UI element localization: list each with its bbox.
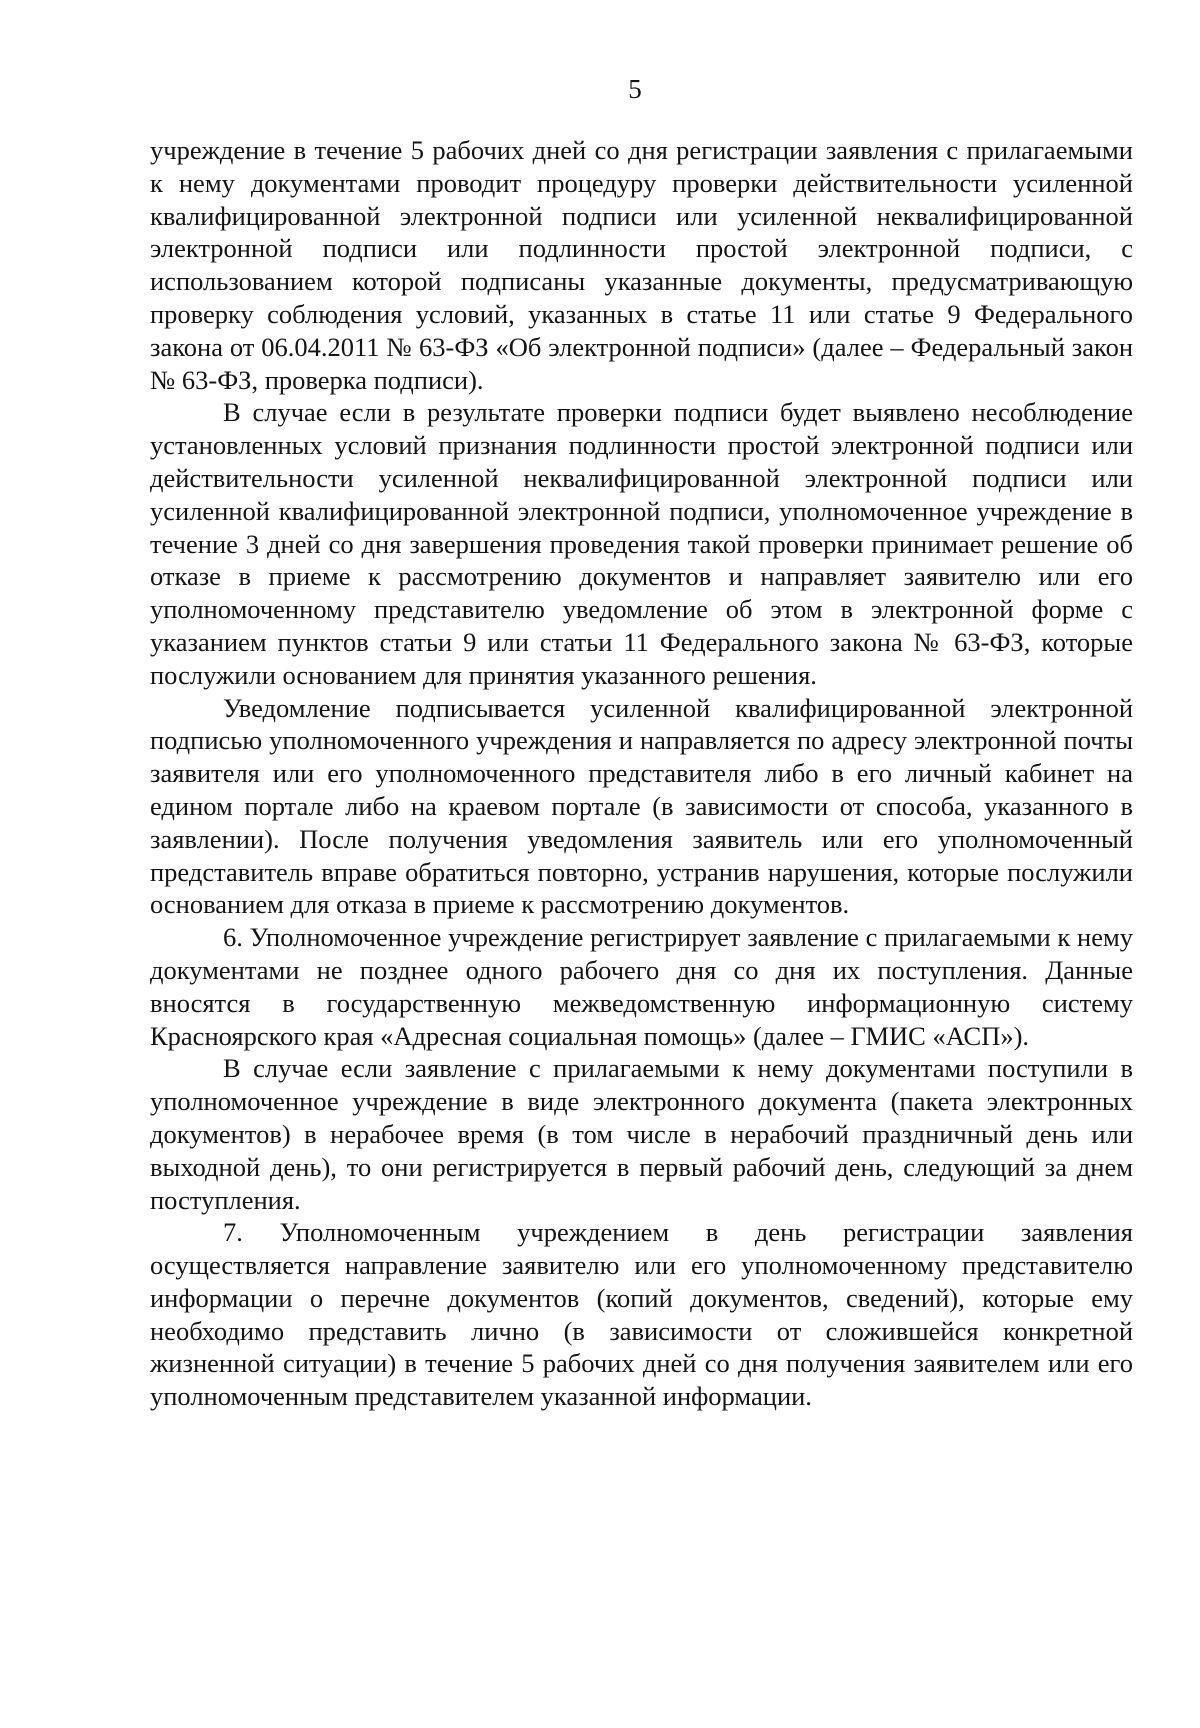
paragraph-notification: Уведомление подписывается усиленной квалифицированной электронной подписью уполномоченного учреждения и направляется по адресу электронной почты заявителя или его уполномоченного представителя либо в его личный кабинет на едином портале либо на краевом портале (в зависимости от способа, указанного в заявлении). После получения уведомления заявитель или его уполномоченный представитель вправе обратиться повторно, устранив нарушения, которые послужили основанием для отказа в приеме к рассмотрению документов. — [150, 692, 1133, 920]
paragraph-continuation: учреждение в течение 5 рабочих дней со дня регистрации заявления с прилагаемыми к нему документами проводит процедуру проверки действительности усиленной квалифицированной электронной подписи или усиленной неквалифицированной электронной подписи или подлинности простой электронной подписи, с использованием которой подписаны указанные документы, предусматривающую проверку соблюдения условий, указанных в статье 11 или статье 9 Федерального закона от 06.04.2011 № 63-ФЗ «Об электронной подписи» (далее – Федеральный закон № 63-ФЗ, проверка подписи). — [150, 135, 1133, 395]
page-number: 5 — [628, 74, 642, 104]
paragraph-signature-check-failure: В случае если в результате проверки подписи будет выявлено несоблюдение установленных условий признания подлинности простой электронной подписи или действительности усиленной неквалифицированной электронной подписи или усиленной квалифицированной электронной подписи, уполномоченное учреждение в течение 3 дней со дня завершения проведения такой проверки принимает решение об отказе в приеме к рассмотрению документов и направляет заявителю или его уполномоченному представителю уведомление об этом в электронной форме с указанием пунктов статьи 9 или статьи 11 Федерального закона № 63-ФЗ, которые послужили основанием для принятия указанного решения. — [150, 397, 1133, 690]
paragraph-non-working-time: В случае если заявление с прилагаемыми к нему документами поступили в уполномоченное учреждение в виде электронного документа (пакета электронных документов) в нерабочее время (в том числе в нерабочий праздничный день или выходной день), то они регистрируется в первый рабочий день, следующий за днем поступления. — [150, 1053, 1133, 1215]
document-body — [150, 134, 1133, 1413]
paragraph-item-6: 6. Уполномоченное учреждение регистрирует заявление с прилагаемыми к нему документами не позднее одного рабочего дня со дня их поступления. Данные вносятся в государственную межведомственную информационную систему Красноярского края «Адресная социальная помощь» (далее – ГМИС «АСП»). — [150, 922, 1133, 1051]
paragraph-item-7: 7. Уполномоченным учреждением в день регистрации заявления осуществляется направление заявителю или его уполномоченному представителю информации о перечне документов (копий документов, сведений), которые ему необходимо представить лично (в зависимости от сложившейся конкретной жизненной ситуации) в течение 5 рабочих дней со дня получения заявителем или его уполномоченным представителем указанной информации. — [150, 1217, 1133, 1412]
